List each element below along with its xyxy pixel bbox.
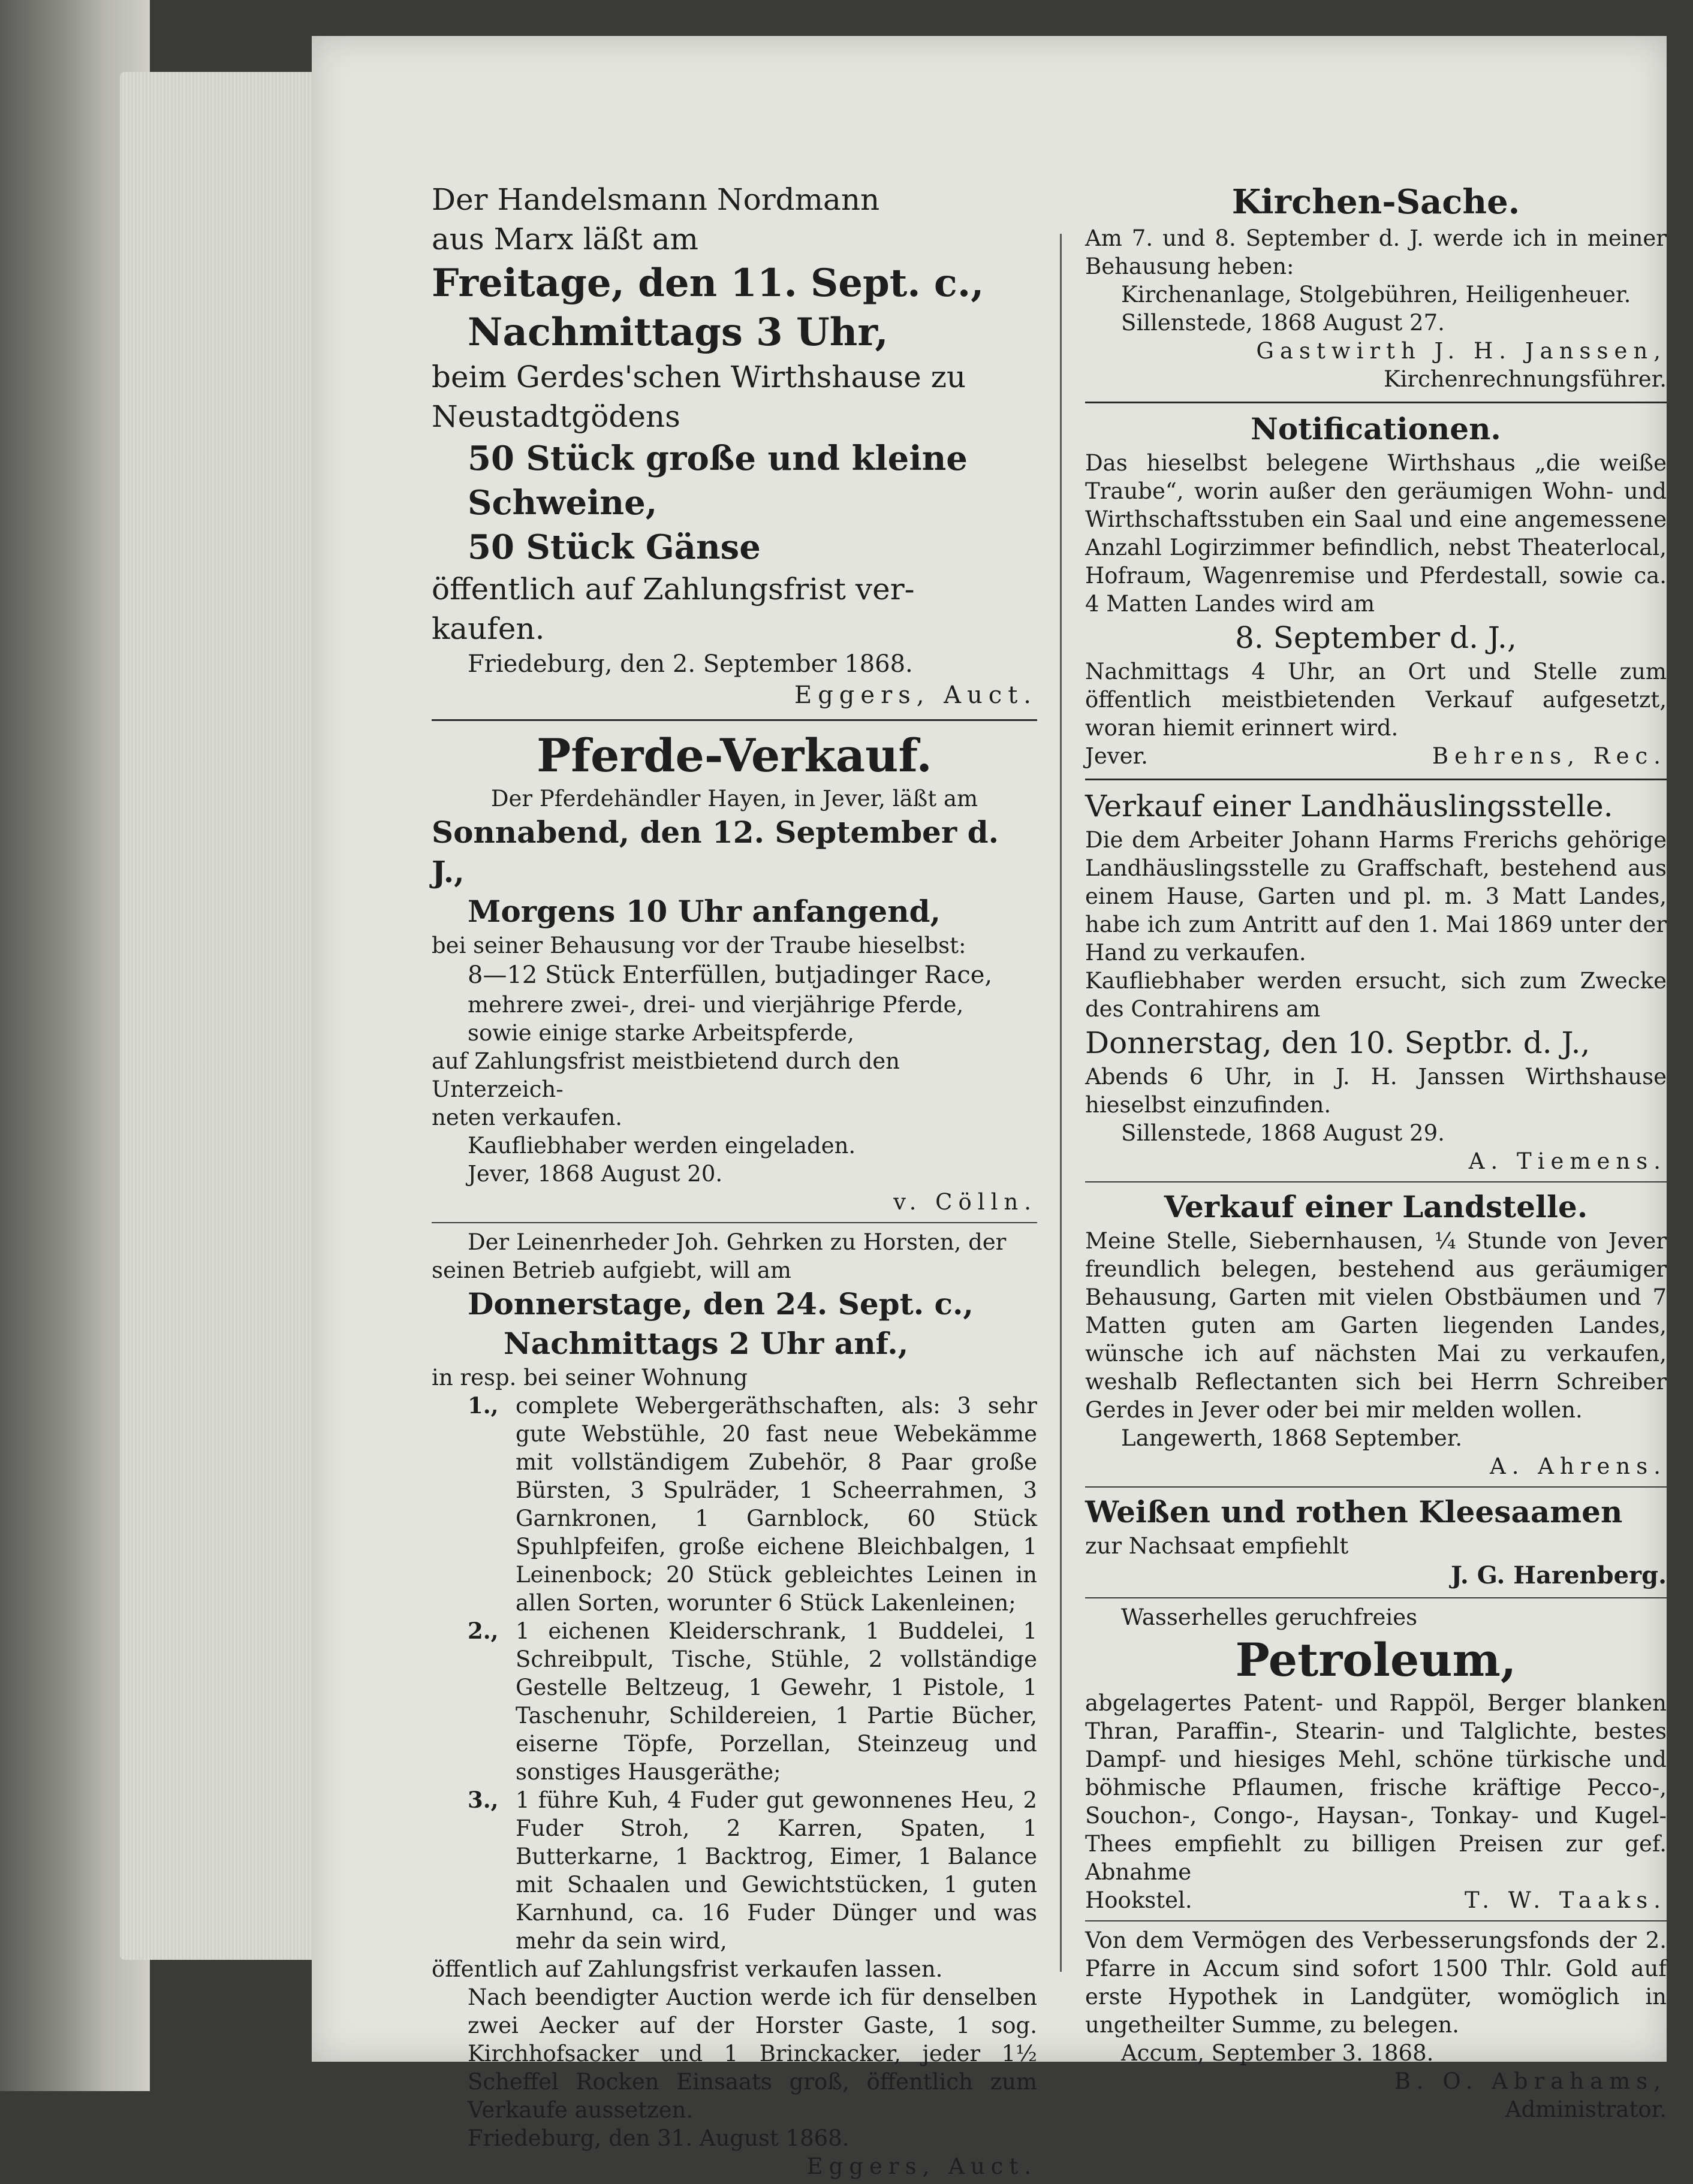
- ad-line: abgelagertes Patent- und Rappöl, Berger blanken Thran, Paraffin-, Stearin- und Talglichte, bestes Dampf- und hiesiges Mehl, schöne türkische und böhmische Pflaumen, frische kräftige Pecco-, Souchon-, Congo-, Haysan-, Tonkay- und Kugel-Thees empfiehlt zu billigen Preisen zur gef. Abnahme: [1085, 1690, 1667, 1885]
- ad-signature: Behrens, Rec.: [1432, 743, 1667, 769]
- ad-headline: Morgens 10 Uhr anfangend,: [468, 894, 941, 929]
- ad-headline: 8. September d. J.,: [1235, 620, 1517, 655]
- ad-pferde-verkauf: [432, 727, 1037, 1216]
- ad-signature: B. O. Abrahams,: [1394, 2068, 1667, 2094]
- ad-title: Verkauf einer Landhäuslingsstelle.: [1085, 789, 1613, 823]
- ad-title: Petroleum,: [1235, 1633, 1517, 1687]
- separator: [432, 1222, 1037, 1223]
- ad-line: Der Pferdehändler Hayen, in Jever, läßt am: [490, 786, 978, 812]
- ad-line: Kirchenanlage, Stolgebühren, Heiligenheuer.: [1121, 282, 1631, 307]
- separator: [432, 719, 1037, 721]
- ad-line: beim Gerdes'schen Wirthshause zu: [432, 360, 966, 394]
- ad-nordmann-auction: [432, 180, 1037, 711]
- ad-signature: v. Cölln.: [893, 1189, 1037, 1215]
- ad-line: öffentlich auf Zahlungsfrist verkaufen lassen.: [432, 1956, 943, 1982]
- separator: [1085, 1486, 1667, 1488]
- ad-headline: Schweine,: [468, 483, 658, 523]
- separator: [1085, 1181, 1667, 1183]
- page-stack: [120, 72, 324, 1960]
- ad-footer: [1085, 1886, 1667, 1914]
- ad-signature-title: Administrator.: [1505, 2096, 1667, 2122]
- separator: [1085, 779, 1667, 780]
- ad-signature: Eggers, Auct.: [806, 2153, 1037, 2179]
- ad-title: Verkauf einer Landstelle.: [1164, 1189, 1588, 1224]
- ad-line: Der Leinenrheder Joh. Gehrken zu Horsten, der: [468, 1229, 1007, 1255]
- ad-line: Meine Stelle, Siebernhausen, ¼ Stunde von Jever freundlich belegen, bestehend aus geräumiger Behausung, Garten mit vielen Obstbäumen und 7 Matten guten am Garten liegenden Landes, wünsche ich auf nächsten Mai zu verkaufen, weshalb Reflectanten sich bei Herrn Schreiber Gerdes in Jever oder bei mir melden wollen.: [1085, 1228, 1667, 1423]
- ad-signature: A. Ahrens.: [1490, 1453, 1667, 1479]
- ad-line: zur Nachsaat empfiehlt: [1085, 1533, 1349, 1559]
- ad-line: seinen Betrieb aufgiebt, will am: [432, 1257, 792, 1283]
- ad-footer: [1085, 742, 1667, 770]
- ad-line: öffentlich auf Zahlungsfrist ver-: [432, 572, 915, 607]
- item-text: 1 eichenen Kleiderschrank, 1 Buddelei, 1 Schreibpult, Tische, Stühle, 2 vollständige Gestelle Beltzeug, 1 Gewehr, 1 Pistole, 1 Taschenuhr, Schildereien, 1 Partie Bücher, eiserne Töpfe, Porzellan, Steinzeug und sonstiges Hausgeräthe;: [516, 1618, 1037, 1785]
- ad-signature: J. G. Harenberg.: [1451, 1561, 1667, 1589]
- separator: [1085, 402, 1667, 403]
- ad-line: Am 7. und 8. September d. J. werde ich in meiner Behausung heben:: [1085, 225, 1667, 279]
- ad-line: kaufen.: [432, 611, 545, 646]
- ad-signature: Gastwirth J. H. Janssen,: [1256, 338, 1667, 364]
- separator: [1085, 1920, 1667, 1921]
- list-item: [432, 1617, 1037, 1786]
- ad-landhaeuslingsstelle: [1085, 786, 1667, 1175]
- left-column: [432, 180, 1037, 2184]
- ad-place-date: Jever, 1868 August 20.: [468, 1161, 723, 1187]
- ad-notificationen: [1085, 409, 1667, 770]
- ad-place-date: Hookstel.: [1085, 1887, 1192, 1913]
- right-column: [1085, 180, 1667, 2127]
- ad-title: Notificationen.: [1251, 411, 1501, 447]
- ad-line: mehrere zwei-, drei- und vierjährige Pferde,: [468, 992, 964, 1018]
- ad-place-date: Langewerth, 1868 September.: [1121, 1425, 1463, 1451]
- ad-line: Abends 6 Uhr, in J. H. Janssen Wirthshause hieselbst einzufinden.: [1085, 1064, 1667, 1118]
- separator: [1085, 1597, 1667, 1598]
- ad-line: aus Marx läßt am: [432, 222, 698, 257]
- ad-line: Nachmittags 4 Uhr, an Ort und Stelle zum öffentlich meistbietenden Verkauf aufgesetzt, woran hiemit erinnert wird.: [1085, 659, 1667, 741]
- ad-place-date: Friedeburg, den 2. September 1868.: [468, 650, 913, 678]
- ad-headline: 50 Stück Gänse: [468, 527, 761, 567]
- item-number: 1.,: [468, 1392, 499, 1419]
- ad-line: Nach beendigter Auction werde ich für denselben zwei Aecker auf der Horster Gaste, 1 sog. Kirchhofsacker und 1 Brinckacker, jeder 1½ Scheffel Rocken Einsaats groß, öffentlich zum Verkaufe aussetzen.: [468, 1984, 1037, 2123]
- ad-line: auf Zahlungsfrist meistbietend durch den Unterzeich-: [432, 1048, 900, 1102]
- ad-place-date: Sillenstede, 1868 August 27.: [1121, 310, 1445, 336]
- ad-line: Das hieselbst belegene Wirthshaus „die weiße Traube“, worin außer den geräumigen Wohn- und Wirthschaftsstuben ein Saal und eine angemessene Anzahl Logirzimmer befindlich, nebst Theaterlocal, Hofraum, Wagenremise und Pferdestall, sowie ca. 4 Matten Landes wird am: [1085, 450, 1667, 617]
- ad-line: sowie einige starke Arbeitspferde,: [468, 1020, 854, 1046]
- ad-line: Kaufliebhaber werden ersucht, sich zum Zwecke des Contrahirens am: [1085, 968, 1667, 1022]
- ad-signature: T. W. Taaks.: [1465, 1887, 1667, 1913]
- ad-headline: 50 Stück große und kleine: [468, 439, 968, 478]
- ad-line: bei seiner Behausung vor der Traube hieselbst:: [432, 933, 966, 958]
- list-item: [432, 1392, 1037, 1617]
- ad-landstelle: [1085, 1187, 1667, 1480]
- ad-place-date: Accum, September 3. 1868.: [1121, 2040, 1434, 2066]
- item-text: 1 führe Kuh, 4 Fuder gut gewonnenes Heu, 2 Fuder Stroh, 2 Karren, Spaten, 1 Butterkarne, 1 Backtrog, Eimer, 1 Balance mit Schaalen und Gewichtstücken, 1 guten Karnhund, ca. 16 Fuder Dünger und was mehr da sein wird,: [516, 1787, 1037, 1954]
- ad-line: 8—12 Stück Enterfüllen, butjadinger Race,: [468, 961, 993, 989]
- ad-kleesaamen: [1085, 1492, 1667, 1591]
- ad-signature: A. Tiemens.: [1468, 1148, 1667, 1174]
- list-item: [432, 1786, 1037, 1955]
- ad-headline: Donnerstage, den 24. Sept. c.,: [468, 1286, 974, 1322]
- ad-line: Neustadtgödens: [432, 399, 680, 434]
- ad-headline: Freitage, den 11. Sept. c.,: [432, 261, 984, 306]
- newspaper-page: [312, 36, 1667, 2179]
- item-number: 3.,: [468, 1787, 499, 1813]
- ad-line: Wasserhelles geruchfreies: [1121, 1604, 1418, 1630]
- ad-accum-fonds: [1085, 1926, 1667, 2123]
- ad-petroleum: [1085, 1603, 1667, 1914]
- ad-line: Von dem Vermögen des Verbesserungsfonds der 2. Pfarre in Accum sind sofort 1500 Thlr. Gold auf erste Hypothek in Landgüter, womöglich in ungetheilter Summe, zu belegen.: [1085, 1927, 1667, 2038]
- ad-headline: Donnerstag, den 10. Septbr. d. J.,: [1085, 1025, 1590, 1060]
- item-text: complete Webergeräthschaften, als: 3 sehr gute Webstühle, 20 fast neue Webekämme mit vollständigem Zubehör, 8 Paar große Bürsten, 3 Spulräder, 1 Scheerrahmen, 3 Garnkronen, 1 Garnblock, 60 Stück Spuhlpfeifen, große eichene Bleichbalgen, 1 Leinenbock; 20 Stück gebleichtes Leinen in allen Sorten, worunter 6 Stück Lakenleinen;: [516, 1393, 1037, 1616]
- ad-line: neten verkaufen.: [432, 1105, 623, 1130]
- ad-signature: Eggers, Auct.: [794, 681, 1037, 709]
- column-divider: [1060, 234, 1062, 1972]
- ad-headline: Sonnabend, den 12. September d. J.,: [432, 815, 999, 889]
- ad-line: Die dem Arbeiter Johann Harms Frerichs gehörige Landhäuslingsstelle zu Graffschaft, bestehend aus einem Hause, Garten und pl. m. 3 Matt Landes, habe ich zum Antritt auf den 1. Mai 1869 unter der Hand zu verkaufen.: [1085, 827, 1667, 966]
- ad-line: Kaufliebhaber werden eingeladen.: [468, 1133, 856, 1159]
- ad-line: Der Handelsmann Nordmann: [432, 182, 880, 217]
- ad-headline: Nachmittags 2 Uhr anf.,: [504, 1326, 909, 1361]
- ad-place-date: Jever.: [1085, 743, 1148, 769]
- ad-place-date: Friedeburg, den 31. August 1868.: [468, 2125, 849, 2151]
- item-number: 2.,: [468, 1618, 499, 1644]
- ad-kirchen-sache: [1085, 180, 1667, 393]
- ad-headline: Nachmittags 3 Uhr,: [468, 310, 888, 355]
- ad-title: Pferde-Verkauf.: [537, 729, 932, 782]
- ad-line: in resp. bei seiner Wohnung: [432, 1365, 748, 1390]
- ad-signature-title: Kirchenrechnungsführer.: [1383, 366, 1667, 392]
- ad-title: Weißen und rothen Kleesaamen: [1085, 1494, 1623, 1530]
- ad-title: Kirchen-Sache.: [1231, 182, 1520, 222]
- ad-gehrken-auction: [432, 1228, 1037, 2180]
- ad-place-date: Sillenstede, 1868 August 29.: [1121, 1120, 1445, 1146]
